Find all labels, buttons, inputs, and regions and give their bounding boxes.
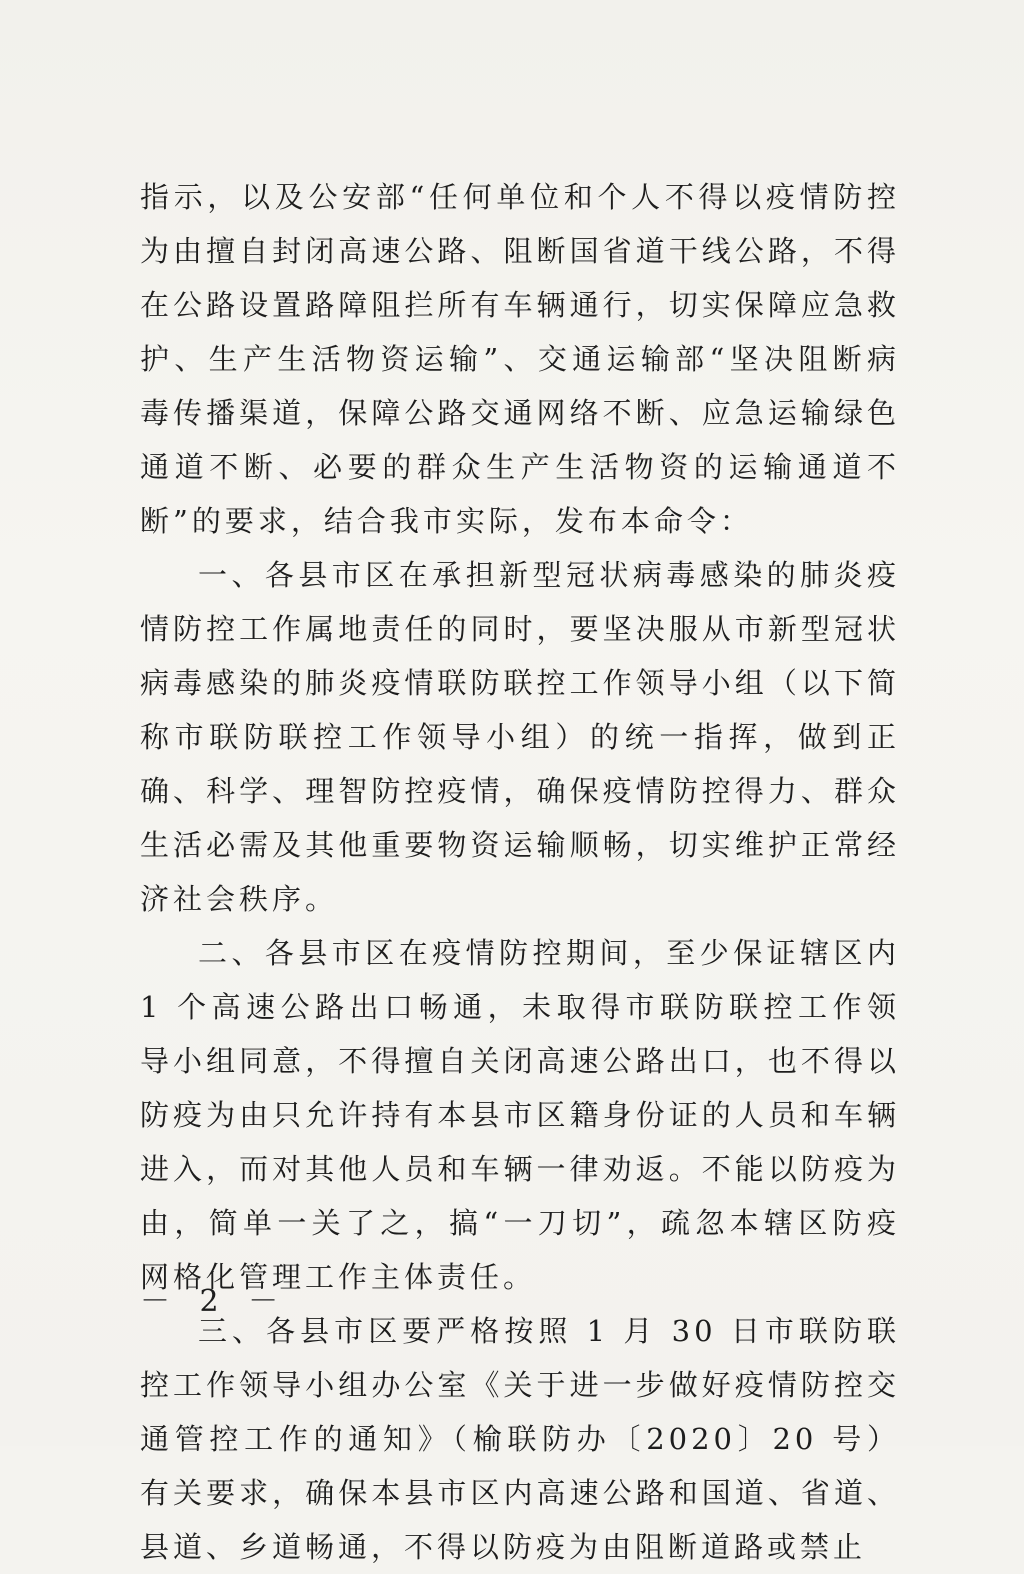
document-body	[140, 170, 900, 1574]
paragraph-item-2: 二、各县市区在疫情防控期间，至少保证辖区内 1 个高速公路出口畅通，未取得市联防联控工作领导小组同意，不得擅自关闭高速公路出口，也不得以防疫为由只允许持有本县市区籍身份证的人员和车辆进入，而对其他人员和车辆一律劝返。不能以防疫为由，简单一关了之，搞“一刀切”，疏忽本辖区防疫网格化管理工作主体责任。	[140, 936, 900, 1294]
paragraph-intro: 指示，以及公安部“任何单位和个人不得以疫情防控为由擅自封闭高速公路、阻断国省道干线公路，不得在公路设置路障阻拦所有车辆通行，切实保障应急救护、生产生活物资运输”、交通运输部“坚决阻断病毒传播渠道，保障公路交通网络不断、应急运输绿色通道不断、必要的群众生产生活物资的运输通道不断”的要求，结合我市实际，发布本命令：	[140, 180, 900, 538]
page-number: － 2 －	[140, 1284, 289, 1319]
paragraph-item-1: 一、各县市区在承担新型冠状病毒感染的肺炎疫情防控工作属地责任的同时，要坚决服从市新型冠状病毒感染的肺炎疫情联防联控工作领导小组（以下简称市联防联控工作领导小组）的统一指挥，做到正确、科学、理智防控疫情，确保疫情防控得力、群众生活必需及其他重要物资运输顺畅，切实维护正常经济社会秩序。	[140, 558, 900, 916]
paragraph-item-3: 三、各县市区要严格按照 1 月 30 日市联防联控工作领导小组办公室《关于进一步做好疫情防控交通管控工作的通知》（榆联防办〔2020〕20 号）有关要求，确保本县市区内高速公路和国道、省道、县道、乡道畅通，不得以防疫为由阻断道路或禁止	[140, 1314, 900, 1564]
